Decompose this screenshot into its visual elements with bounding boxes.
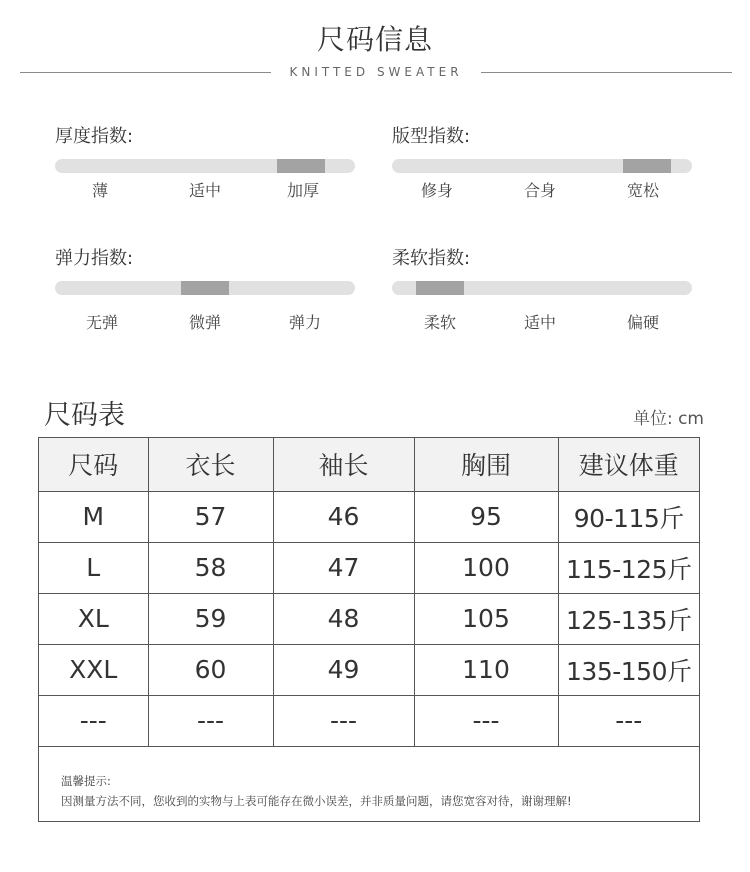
table-cell: XL — [39, 593, 148, 644]
table-cell: 95 — [414, 491, 558, 542]
divider-right — [481, 72, 732, 73]
page-title: 尺码信息 — [316, 23, 433, 56]
table-cell: 49 — [273, 644, 414, 695]
table-cell: --- — [273, 695, 414, 746]
header — [0, 0, 750, 90]
table-cell: 48 — [273, 593, 414, 644]
gauge-tick: 宽松 — [626, 181, 659, 200]
gauge-tick: 加厚 — [286, 181, 319, 200]
gauge-label: 厚度指数: — [55, 126, 134, 147]
gauge-ticks — [392, 178, 692, 202]
table-cell: 57 — [148, 491, 273, 542]
column-header: 袖长 — [273, 438, 414, 491]
table-row — [39, 593, 699, 644]
table-cell: 100 — [414, 542, 558, 593]
size-table — [39, 438, 699, 747]
table-cell: 90-115斤 — [558, 491, 699, 542]
size-table-title: 尺码表 — [44, 400, 125, 431]
gauge-tick: 适中 — [188, 181, 221, 200]
gauge-tick: 适中 — [523, 313, 556, 332]
table-cell: 47 — [273, 542, 414, 593]
table-cell: --- — [558, 695, 699, 746]
table-cell: --- — [414, 695, 558, 746]
size-table-box — [38, 437, 700, 822]
gauge-thickness — [55, 122, 355, 212]
table-row — [39, 491, 699, 542]
warm-tip — [61, 771, 572, 811]
table-row — [39, 542, 699, 593]
gauge-track — [392, 281, 692, 295]
table-cell: 105 — [414, 593, 558, 644]
gauge-fit — [392, 122, 692, 212]
gauge-tick: 微弹 — [188, 313, 221, 332]
table-cell: 125-135斤 — [558, 593, 699, 644]
table-cell: 58 — [148, 542, 273, 593]
gauge-label: 柔软指数: — [392, 248, 471, 269]
gauge-ticks — [392, 310, 692, 334]
table-cell: 46 — [273, 491, 414, 542]
gauge-track — [55, 159, 355, 173]
table-cell: M — [39, 491, 148, 542]
table-cell: 135-150斤 — [558, 644, 699, 695]
warm-tip-text: 因测量方法不同，您收到的实物与上表可能存在微小误差，并非质量问题，请您宽容对待，谢谢理解! — [61, 794, 572, 808]
gauge-marker — [181, 281, 229, 295]
gauge-track — [392, 159, 692, 173]
divider-left — [20, 72, 271, 73]
gauge-tick: 弹力 — [288, 313, 321, 332]
table-header-row — [39, 438, 699, 491]
column-header: 尺码 — [39, 438, 148, 491]
column-header: 胸围 — [414, 438, 558, 491]
gauge-ticks — [55, 310, 355, 334]
table-row — [39, 695, 699, 746]
gauge-tick: 无弹 — [85, 313, 118, 332]
gauge-marker — [623, 159, 671, 173]
gauge-tick: 合身 — [523, 181, 556, 200]
table-row — [39, 644, 699, 695]
gauge-label: 弹力指数: — [55, 248, 134, 269]
gauge-track — [55, 281, 355, 295]
gauge-label: 版型指数: — [392, 126, 471, 147]
column-header: 衣长 — [148, 438, 273, 491]
subtitle-row — [20, 62, 732, 82]
table-cell: 59 — [148, 593, 273, 644]
subtitle: KNITTED SWEATER — [289, 65, 463, 79]
gauge-tick: 修身 — [420, 181, 453, 200]
column-header: 建议体重 — [558, 438, 699, 491]
gauge-tick: 柔软 — [423, 313, 456, 332]
warm-tip-title: 温馨提示: — [61, 774, 111, 788]
table-cell: --- — [39, 695, 148, 746]
gauge-marker — [416, 281, 464, 295]
table-cell: --- — [148, 695, 273, 746]
gauge-marker — [277, 159, 325, 173]
unit-label: 单位: cm — [632, 409, 704, 429]
gauge-ticks — [55, 178, 355, 202]
table-cell: L — [39, 542, 148, 593]
gauge-tick: 薄 — [91, 181, 108, 200]
table-cell: 60 — [148, 644, 273, 695]
table-cell: XXL — [39, 644, 148, 695]
table-cell: 115-125斤 — [558, 542, 699, 593]
gauge-softness — [392, 244, 692, 334]
table-cell: 110 — [414, 644, 558, 695]
gauge-tick: 偏硬 — [626, 313, 659, 332]
gauge-elasticity — [55, 244, 355, 334]
